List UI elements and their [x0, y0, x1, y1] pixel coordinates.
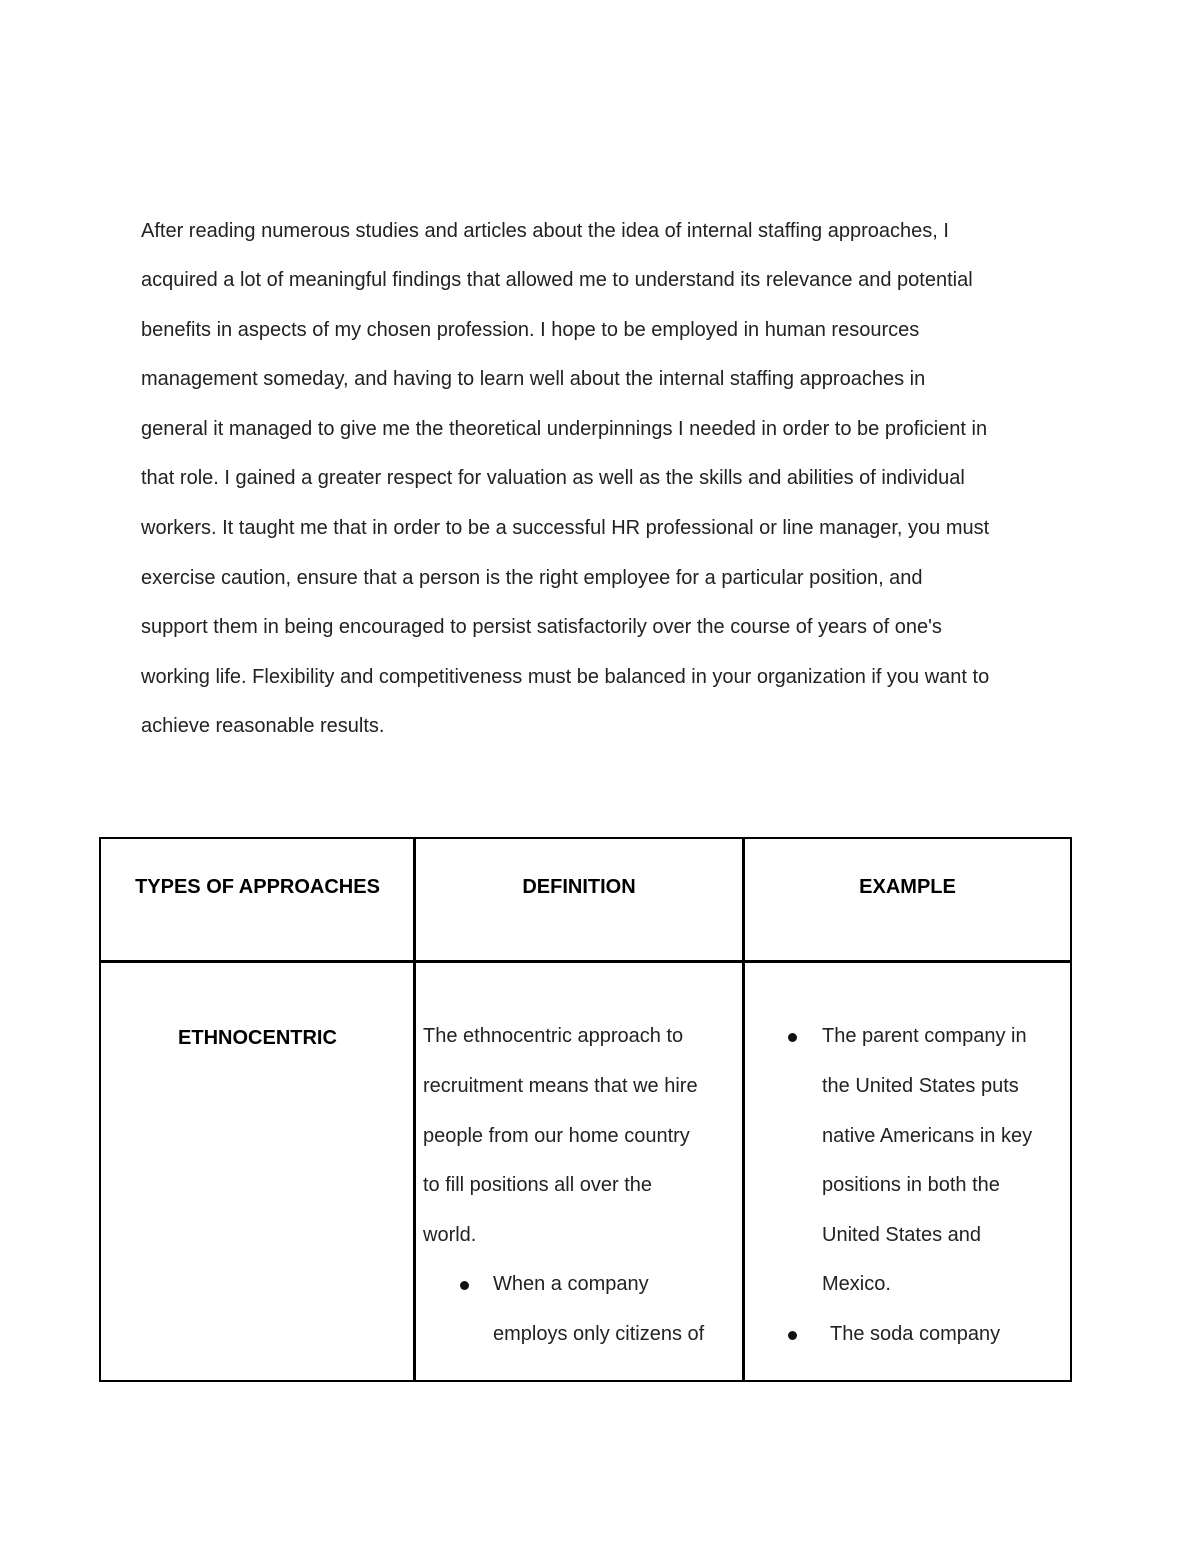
paragraph-line: support them in being encouraged to persist satisfactorily over the course of years of one's — [141, 616, 942, 638]
definition-line: The ethnocentric approach to — [423, 1025, 684, 1047]
header-example: EXAMPLE — [859, 876, 956, 898]
paragraph-line: working life. Flexibility and competitiveness must be balanced in your organization if you want to — [141, 666, 990, 688]
approach-type-ethnocentric: ETHNOCENTRIC — [178, 1027, 337, 1049]
definition-line: to fill positions all over the — [423, 1174, 653, 1196]
bullet-icon — [788, 1331, 797, 1340]
paragraph-line: After reading numerous studies and articles about the idea of internal staffing approaches, I — [141, 220, 949, 242]
definition-bullet-line: When a company — [493, 1273, 649, 1295]
paragraph-line: acquired a lot of meaningful findings that allowed me to understand its relevance and potential — [141, 269, 973, 291]
header-definition: DEFINITION — [522, 876, 636, 898]
paragraph-line: exercise caution, ensure that a person is the right employee for a particular position, and — [141, 567, 923, 589]
paragraph-line: management someday, and having to learn well about the internal staffing approaches in — [141, 368, 926, 390]
example-line: The parent company in — [822, 1025, 1027, 1047]
approaches-table — [99, 837, 1072, 1382]
example-line: The soda company — [830, 1323, 1001, 1345]
example-line: the United States puts — [822, 1075, 1019, 1097]
example-line: Mexico. — [822, 1273, 891, 1295]
example-line: United States and — [822, 1224, 981, 1246]
bullet-icon — [788, 1033, 797, 1042]
paragraph-line: general it managed to give me the theoretical underpinnings I needed in order to be proficient in — [141, 418, 988, 440]
definition-line: recruitment means that we hire — [423, 1075, 698, 1097]
bullet-icon — [460, 1281, 469, 1290]
example-line: native Americans in key — [822, 1125, 1033, 1147]
header-divider — [101, 960, 1070, 963]
paragraph-line: achieve reasonable results. — [141, 715, 385, 737]
paragraph-line: benefits in aspects of my chosen profession. I hope to be employed in human resources — [141, 319, 920, 341]
definition-line: people from our home country — [423, 1125, 690, 1147]
column-divider — [742, 839, 745, 1380]
definition-line: world. — [423, 1224, 477, 1246]
header-types-of-approaches: TYPES OF APPROACHES — [135, 876, 380, 898]
column-divider — [413, 839, 416, 1380]
paragraph-line: that role. I gained a greater respect for valuation as well as the skills and abilities of individual — [141, 467, 965, 489]
example-line: positions in both the — [822, 1174, 1000, 1196]
definition-bullet-line: employs only citizens of — [493, 1323, 705, 1345]
paragraph-line: workers. It taught me that in order to be a successful HR professional or line manager, you must — [141, 517, 990, 539]
